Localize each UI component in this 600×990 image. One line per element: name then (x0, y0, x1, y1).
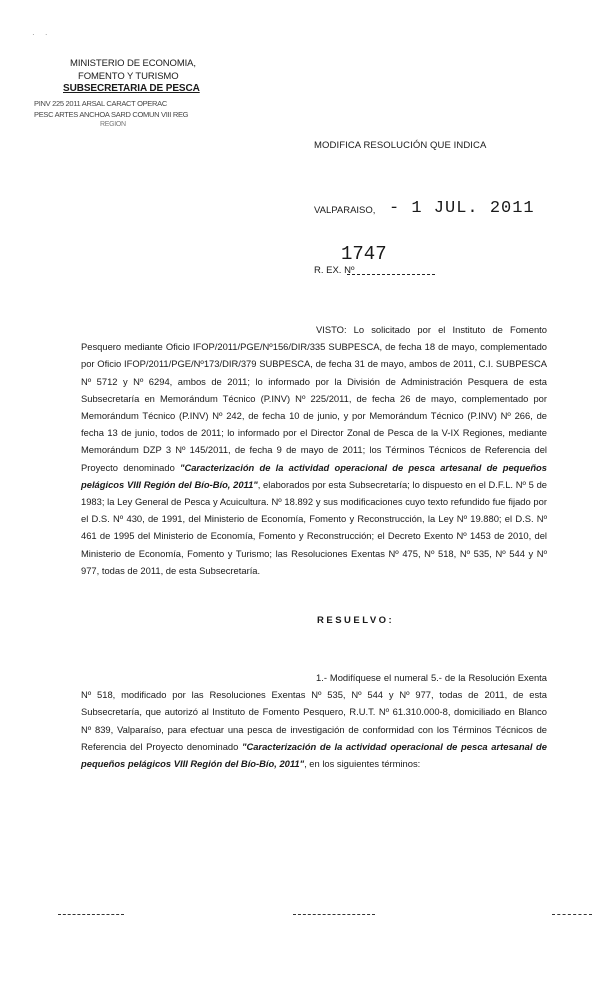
article-1-project-name: "Caracterización de la actividad operacional de pesca artesanal de pequeños pelágicos VIII Región del Bío-Bío, 2011" (81, 740, 547, 770)
document-subject: MODIFICA RESOLUCIÓN QUE INDICA (314, 140, 487, 151)
undersecretariat-label: SUBSECRETARIA DE PESCA (63, 83, 200, 94)
resolution-number: 1747 (341, 243, 387, 265)
resuelvo-heading: RESUELVO: (317, 615, 395, 626)
file-reference-line-2: PESC ARTES ANCHOA SARD COMUN VIII REG (34, 110, 189, 119)
visto-text-1: VISTO: Lo solicitado por el Instituto de Fomento Pesquero mediante Oficio IFOP/2011/PGE/Nº156/DIR/335 SUBPESCA, de fecha 18 de mayo, complementado por Oficio IFOP/2011/PGE/Nº173/DIR/379 SUBPESCA, de fecha 31 de mayo, ambos de 2011, C.I. SUBPESCA Nº 5712 y Nº 6294, ambos de 2011; lo informado por la División de Administración Pesquera de esta Subsecretaría en Memorándum Técnico (P.INV) Nº 225/2011, de fecha 26 de mayo, complementado por Memorándum Técnico (P.INV) Nº 242, de fecha 10 de junio, y por Memorándum Técnico (P.INV) Nº 266, de fecha 13 de junio, todos de 2011; lo informado por el Director Zonal de Pesca de la V-IX Regiones, mediante Memorándum DZP 3 Nº 145/2011, de fecha 9 de mayo de 2011; los Términos Técnicos de Referencia del Proyecto denominado (81, 324, 547, 473)
ministry-name: MINISTERIO DE ECONOMIA, (70, 58, 196, 69)
document-place: VALPARAISO, (314, 205, 376, 216)
footer-rule-left (58, 912, 124, 915)
article-1-paragraph (81, 669, 547, 772)
article-1-text-1: 1.- Modifíquese el numeral 5.- de la Resolución Exenta Nº 518, modificado por las Resoluciones Exentas Nº 535, Nº 544 y Nº 977, todas de 2011, de esta Subsecretaría, que autorizó al Instituto de Fomento Pesquero, R.U.T. Nº 61.310.000-8, domiciliado en Blanco Nº 839, Valparaíso, para efectuar una pesca de investigación de conformidad con los Términos Técnicos de Referencia del Proyecto denominado (81, 672, 547, 752)
footer-rule-middle (293, 912, 375, 915)
visto-project-name: "Caracterización de la actividad operacional de pesca artesanal de pequeños pelágicos VIII Región del Bío-Bío, 2011" (81, 461, 547, 490)
file-reference-line-3: REGION (100, 121, 126, 128)
document-date-stamp: - 1 JUL. 2011 (389, 199, 535, 218)
article-1-text-2: , en los siguientes términos: (304, 758, 421, 770)
undersecretariat-name (63, 83, 200, 94)
resolution-label: R. EX. Nº (314, 265, 355, 276)
ministry-subtitle: FOMENTO Y TURISMO (78, 71, 179, 82)
resolution-number-line (347, 268, 435, 275)
scan-mark: · · (32, 30, 52, 39)
footer-rule-right (552, 912, 592, 915)
visto-paragraph (81, 321, 547, 579)
file-reference-line-1: PINV 225 2011 ARSAL CARACT OPERAC (34, 99, 167, 108)
visto-text-2: , elaborados por esta Subsecretaría; lo dispuesto en el D.F.L. Nº 5 de 1983; la Ley General de Pesca y Acuicultura. Nº 18.892 y sus modificaciones cuyo texto refundido fue fijado por el D.S. Nº 430, de 1991, del Ministerio de Economía, Fomento y Reconstrucción, la Ley Nº 19.880; el D.S. Nº 461 de 1995 del Ministerio de Economía, Fomento y Reconstrucción; el Decreto Exento Nº 1453 de 2010, del Ministerio de Economía, Fomento y Turismo; las Resoluciones Exentas Nº 475, Nº 518, Nº 535, Nº 544 y Nº 977, todas de 2011, de esta Subsecretaría. (81, 478, 547, 576)
